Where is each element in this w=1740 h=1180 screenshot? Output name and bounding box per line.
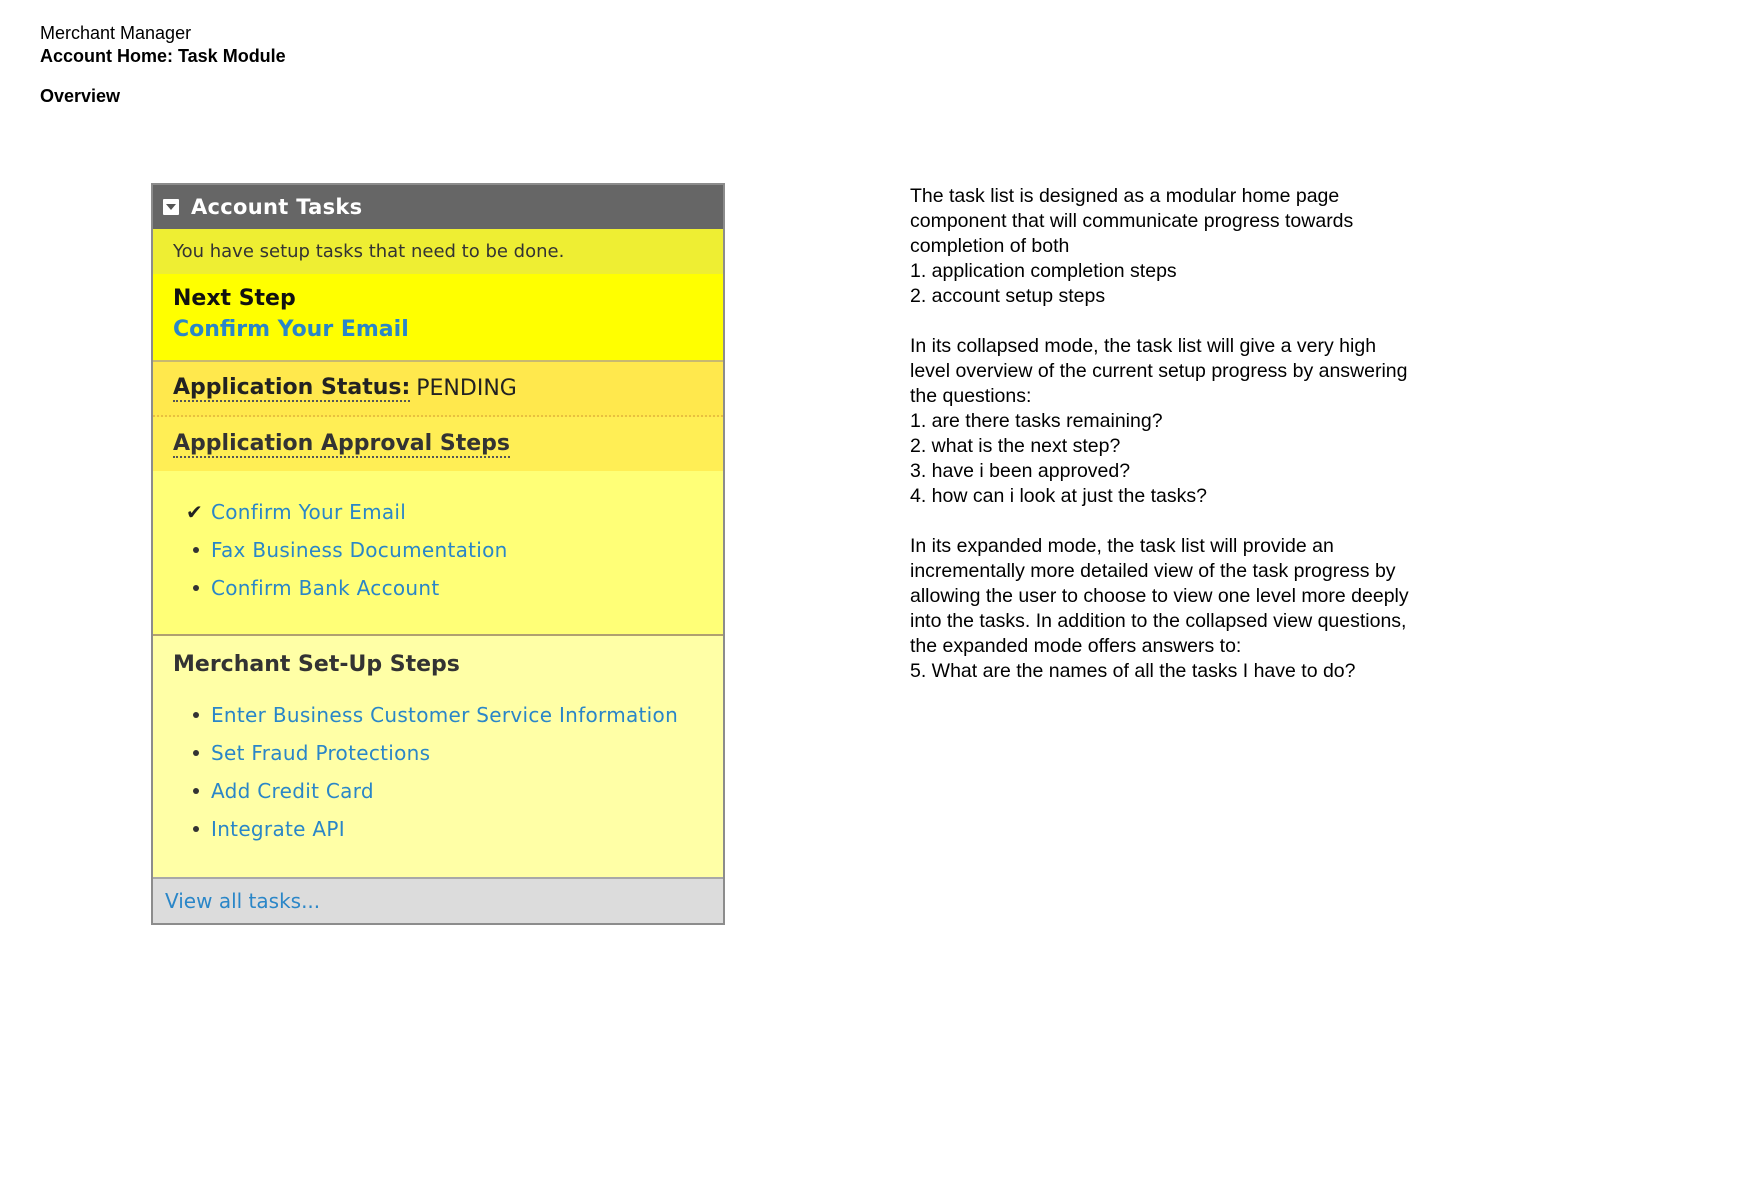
text-line: In its collapsed mode, the task list will give a very high [910, 335, 1377, 357]
setup-notice: You have setup tasks that need to be done. [153, 229, 723, 274]
next-step-label: Next Step [173, 286, 296, 311]
description-text [910, 184, 1470, 709]
text-line: The task list is designed as a modular home page [910, 185, 1340, 207]
next-step-section [153, 274, 723, 362]
list-item[interactable] [153, 734, 723, 772]
approval-steps-heading[interactable] [153, 417, 723, 471]
widget-title: Account Tasks [191, 195, 363, 219]
setup-step-label: Add Credit Card [211, 779, 374, 803]
account-tasks-widget [151, 183, 725, 925]
text-line: 3. have i been approved? [910, 460, 1131, 482]
setup-step-label: Integrate API [211, 817, 345, 841]
view-all-tasks-link[interactable]: View all tasks... [153, 877, 723, 923]
collapse-arrow-icon[interactable] [163, 199, 179, 215]
document-header [40, 22, 286, 68]
list-item[interactable] [153, 531, 723, 569]
approval-heading-text: Application Approval Steps [173, 430, 510, 456]
setup-steps-heading: Merchant Set-Up Steps [173, 651, 460, 677]
bullet-icon [193, 585, 199, 591]
bullet-icon [193, 826, 199, 832]
text-line: 1. are there tasks remaining? [910, 410, 1163, 432]
description-paragraph-3 [910, 534, 1470, 684]
text-line: 2. account setup steps [910, 285, 1106, 307]
list-item[interactable] [153, 493, 723, 531]
setup-steps-list [153, 692, 723, 874]
bullet-icon [193, 547, 199, 553]
list-item[interactable] [153, 772, 723, 810]
description-paragraph-2 [910, 334, 1470, 509]
approval-step-label: Confirm Your Email [211, 500, 407, 524]
text-line: level overview of the current setup progress by answering [910, 360, 1408, 382]
text-line: In its expanded mode, the task list will provide an [910, 535, 1334, 557]
bullet-icon [193, 712, 199, 718]
next-step-link[interactable]: Confirm Your Email [173, 317, 409, 342]
page-title: Account Home: Task Module [40, 46, 286, 66]
description-paragraph-1 [910, 184, 1470, 309]
text-line: 1. application completion steps [910, 260, 1177, 282]
bullet-icon [193, 788, 199, 794]
list-item[interactable] [153, 810, 723, 848]
application-status[interactable] [153, 362, 723, 417]
approval-step-label: Confirm Bank Account [211, 576, 440, 600]
text-line: 5. What are the names of all the tasks I have to do? [910, 660, 1356, 682]
checkmark-icon: ✔ [185, 500, 203, 524]
text-line: allowing the user to choose to view one level more deeply [910, 585, 1409, 607]
status-label: Application Status: [173, 375, 411, 400]
list-item[interactable] [153, 696, 723, 734]
section-title: Overview [40, 86, 121, 106]
text-line: into the tasks. In addition to the collapsed view questions, [910, 610, 1407, 632]
text-line: 2. what is the next step? [910, 435, 1121, 457]
status-value: PENDING [416, 376, 517, 401]
text-line: incrementally more detailed view of the task progress by [910, 560, 1396, 582]
text-line: 4. how can i look at just the tasks? [910, 485, 1207, 507]
text-line: completion of both [910, 235, 1070, 257]
approval-step-label: Fax Business Documentation [211, 538, 508, 562]
bullet-icon [193, 750, 199, 756]
setup-step-label: Enter Business Customer Service Information [211, 703, 679, 727]
text-line: the questions: [910, 385, 1032, 407]
text-line: the expanded mode offers answers to: [910, 635, 1242, 657]
setup-step-label: Set Fraud Protections [211, 741, 431, 765]
approval-steps-list [153, 471, 723, 636]
app-name: Merchant Manager [40, 23, 192, 43]
list-item[interactable] [153, 569, 723, 607]
widget-title-bar[interactable] [153, 185, 723, 229]
text-line: component that will communicate progress towards [910, 210, 1354, 232]
